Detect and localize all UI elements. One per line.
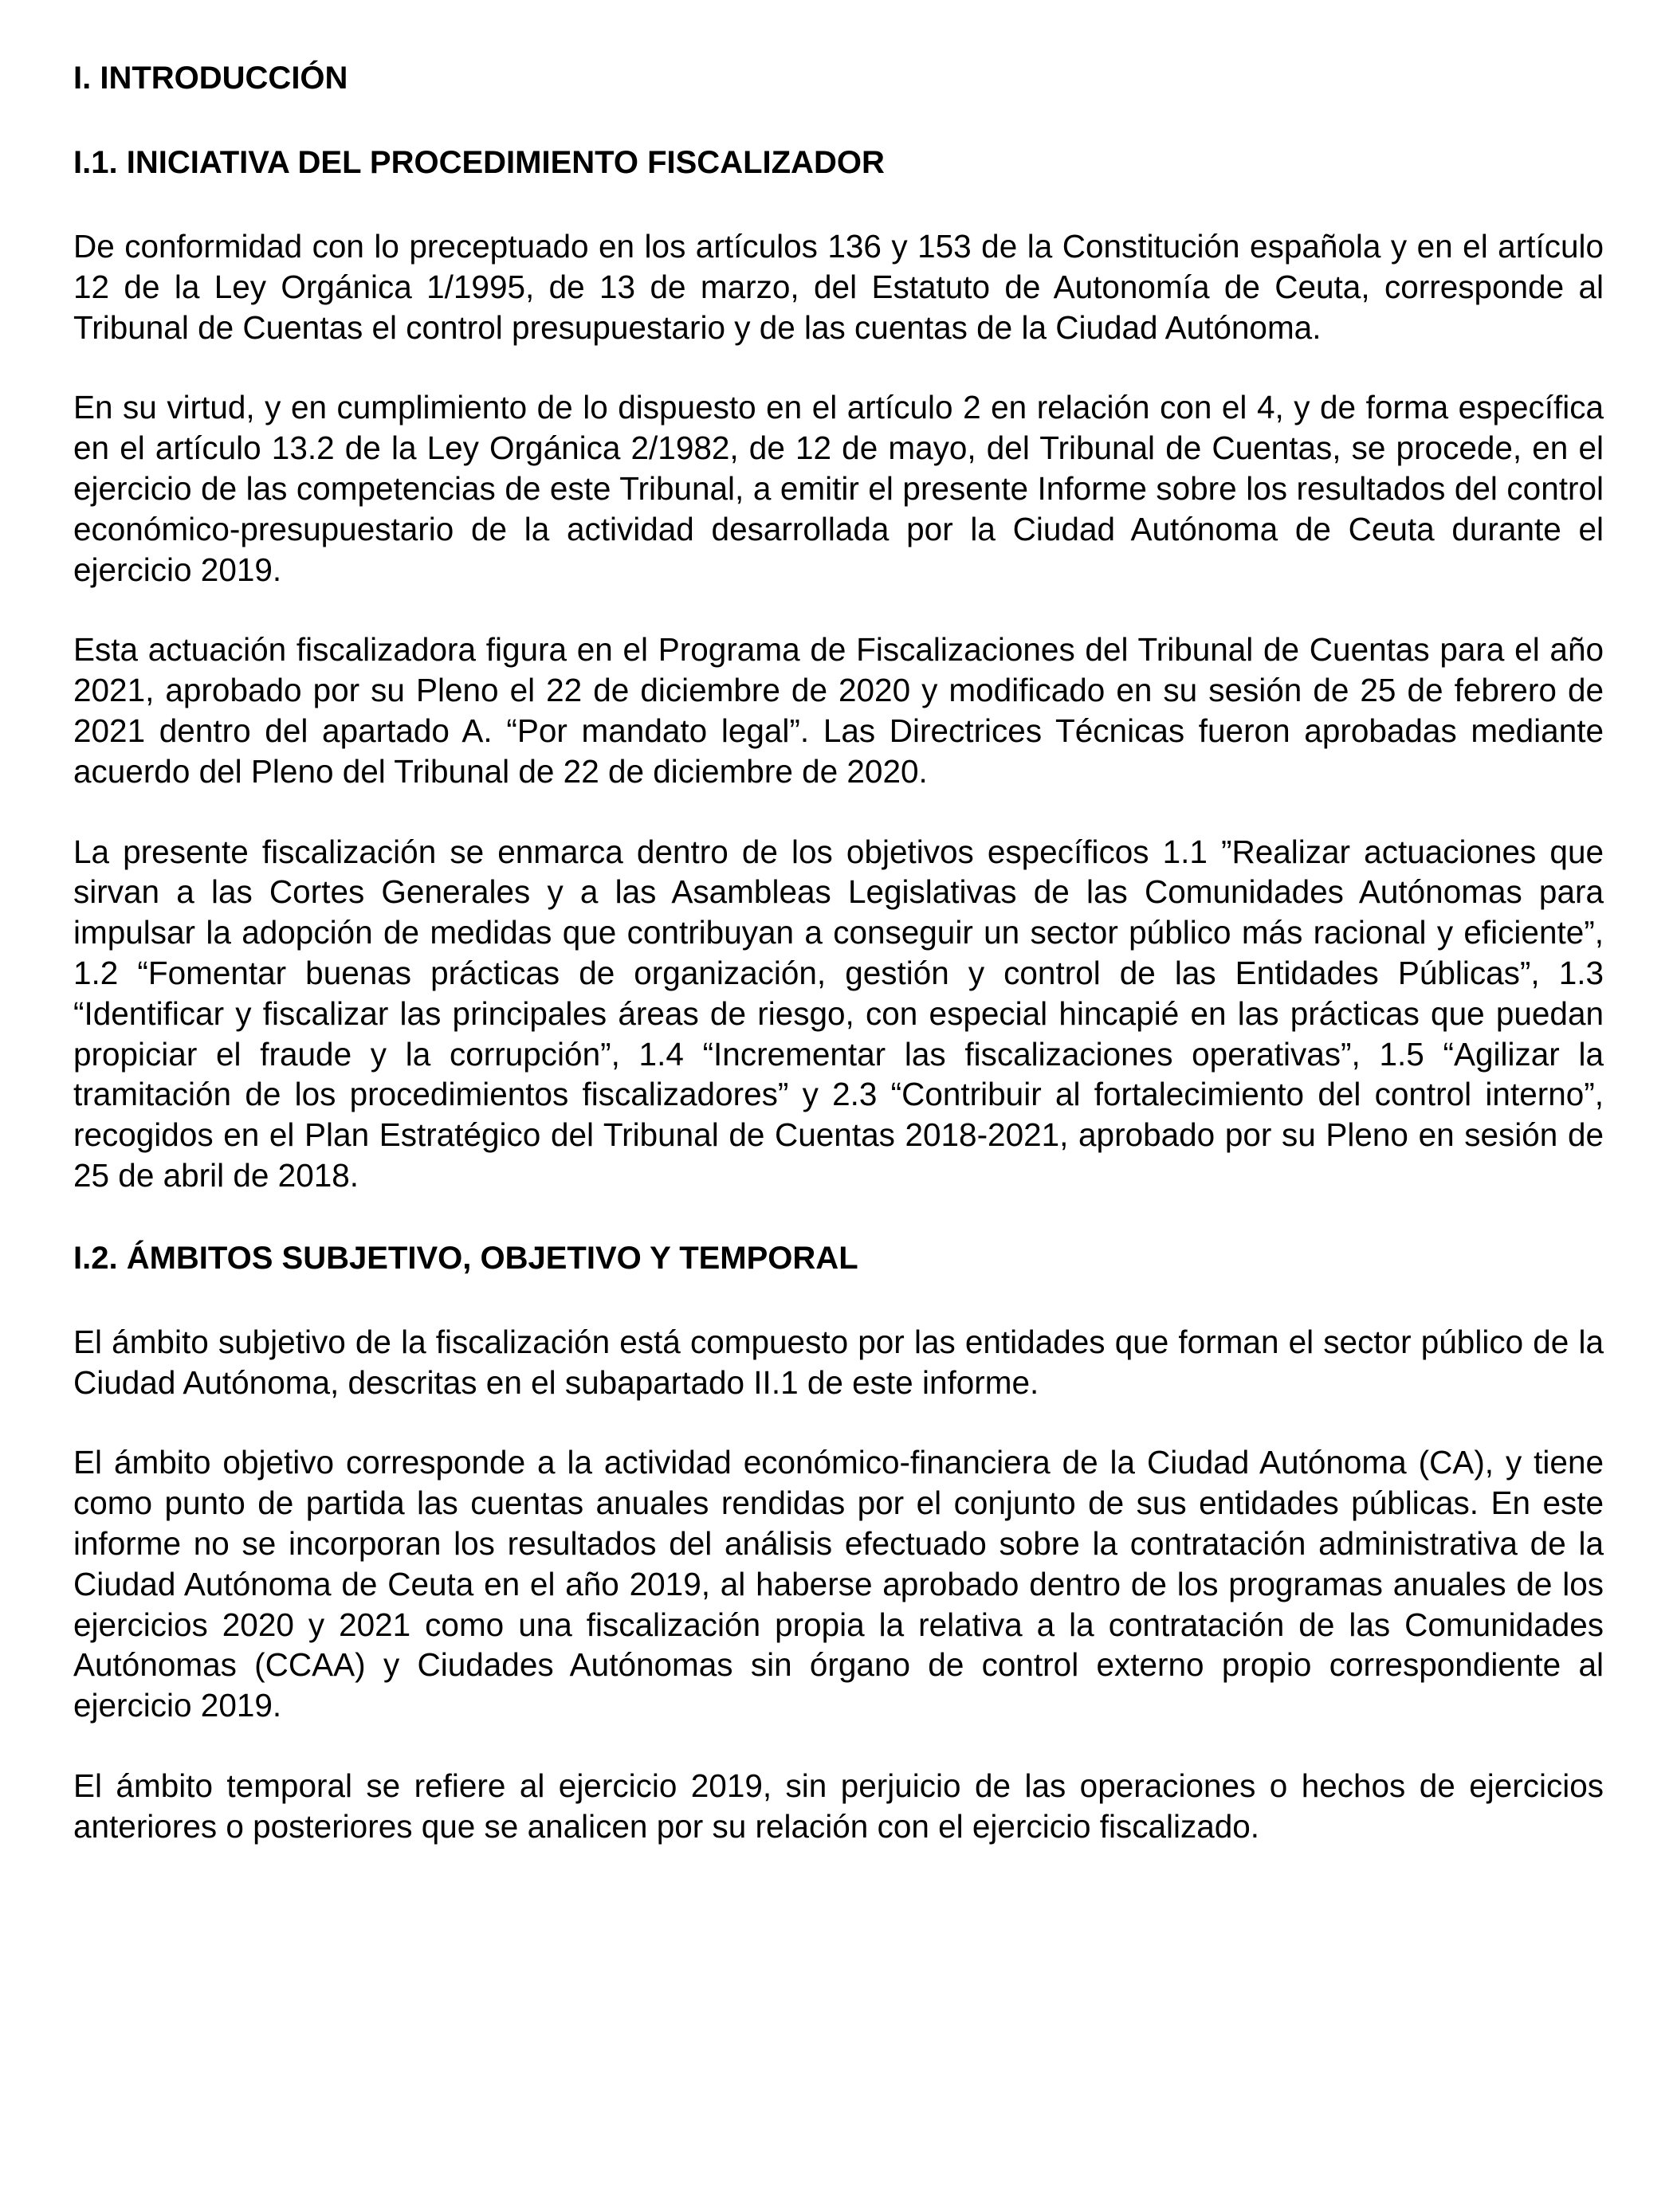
subsection-heading-iniciativa: I.1. INICIATIVA DEL PROCEDIMIENTO FISCALIZADOR [73, 145, 885, 180]
paragraph: Esta actuación fiscalizadora figura en el Programa de Fiscalizaciones del Tribunal de Cuentas para el año 2021, aprobado por su Pleno el 22 de diciembre de 2020 y modificado en su sesión de 25 de febrero de 2021 dentro del apartado A. “Por mandato legal”. Las Directrices Técnicas fueron aprobadas mediante acuerdo del Pleno del Tribunal de 22 de diciembre de 2020. [73, 631, 1604, 790]
paragraph: La presente fiscalización se enmarca dentro de los objetivos específicos 1.1 ”Realizar actuaciones que sirvan a las Cortes Generales y a las Asambleas Legislativas de las Comunidades Autónomas para impulsar la adopción de medidas que contribuyan a conseguir un sector público más racional y eficiente”, 1.2 “Fomentar buenas prácticas de organización, gestión y control de las Entidades Públicas”, 1.3 “Identificar y fiscalizar las principales áreas de riesgo, con especial hincapié en las prácticas que puedan propiciar el fraude y la corrupción”, 1.4 “Incrementar las fiscalizaciones operativas”, 1.5 “Agilizar la tramitación de los procedimientos fiscalizadores” y 2.3 “Contribuir al fortalecimiento del control interno”, recogidos en el Plan Estratégico del Tribunal de Cuentas 2018-2021, aprobado por su Pleno en sesión de 25 de abril de 2018. [73, 833, 1604, 1194]
subsection-heading-ambitos: I.2. ÁMBITOS SUBJETIVO, OBJETIVO Y TEMPORAL [73, 1240, 858, 1276]
paragraph: El ámbito temporal se refiere al ejercicio 2019, sin perjuicio de las operaciones o hechos de ejercicios anteriores o posteriores que se analicen por su relación con el ejercicio fiscalizado. [73, 1767, 1604, 1845]
section-heading-introduccion: I. INTRODUCCIÓN [73, 61, 348, 96]
paragraph: El ámbito subjetivo de la fiscalización está compuesto por las entidades que forman el sector público de la Ciudad Autónoma, descritas en el subapartado II.1 de este informe. [73, 1323, 1604, 1401]
paragraph: De conformidad con lo preceptuado en los artículos 136 y 153 de la Constitución española y en el artículo 12 de la Ley Orgánica 1/1995, de 13 de marzo, del Estatuto de Autonomía de Ceuta, corresponde al Tribunal de Cuentas el control presupuestario y de las cuentas de la Ciudad Autónoma. [73, 228, 1604, 346]
paragraph: El ámbito objetivo corresponde a la actividad económico-financiera de la Ciudad Autónoma (CA), y tiene como punto de partida las cuentas anuales rendidas por el conjunto de sus entidades públicas. En este informe no se incorporan los resultados del análisis efectuado sobre la contratación administrativa de la Ciudad Autónoma de Ceuta en el año 2019, al haberse aprobado dentro de los programas anuales de los ejercicios 2020 y 2021 como una fiscalización propia la relativa a la contratación de las Comunidades Autónomas (CCAA) y Ciudades Autónomas sin órgano de control externo propio correspondiente al ejercicio 2019. [73, 1444, 1604, 1724]
paragraph: En su virtud, y en cumplimiento de lo dispuesto en el artículo 2 en relación con el 4, y de forma específica en el artículo 13.2 de la Ley Orgánica 2/1982, de 12 de mayo, del Tribunal de Cuentas, se procede, en el ejercicio de las competencias de este Tribunal, a emitir el presente Informe sobre los resultados del control económico-presupuestario de la actividad desarrollada por la Ciudad Autónoma de Ceuta durante el ejercicio 2019. [73, 389, 1604, 588]
